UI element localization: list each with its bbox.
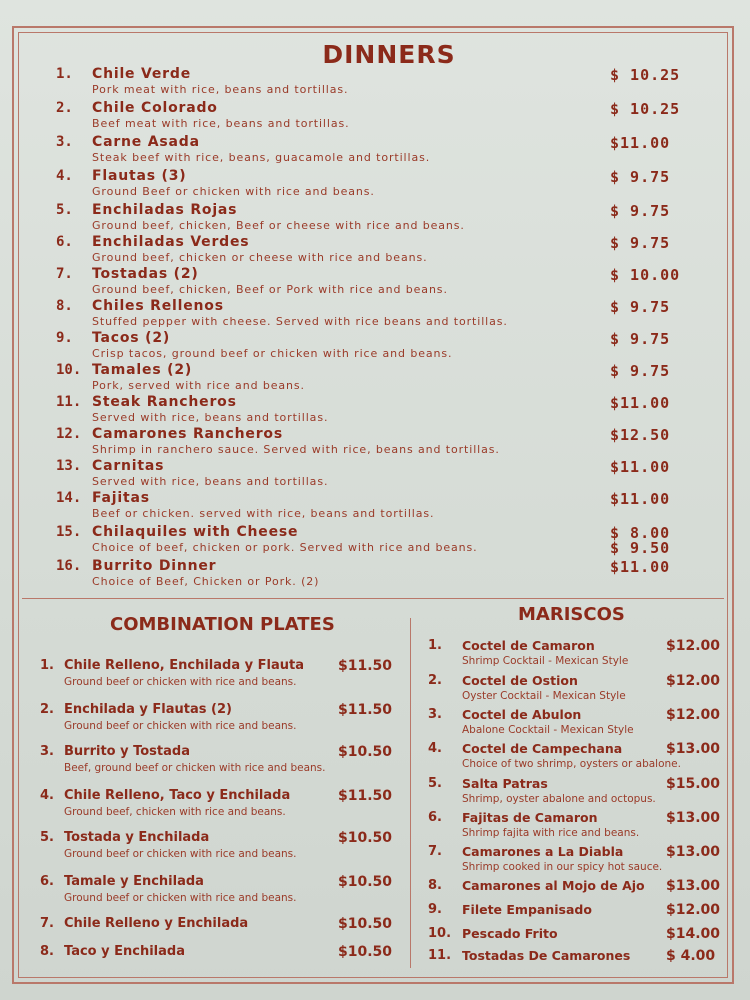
dinner-description: Served with rice, beans and tortillas. [92,411,329,424]
mariscos-price: $12.00 [666,673,721,689]
mariscos-title: MARISCOS [518,604,625,625]
mariscos-number: 8. [428,878,442,893]
combination-description: Beef, ground beef or chicken with rice and beans. [64,762,326,774]
mariscos-description: Shrimp fajita with rice and beans. [462,827,640,839]
dinner-name: Chile Verde [92,66,191,82]
dinner-number: 13. [56,458,82,474]
dinner-price: $ 9.75 [610,168,671,186]
dinner-number: 7. [56,266,73,282]
combination-number: 8. [40,944,54,959]
combination-number: 5. [40,830,54,845]
mariscos-name: Pescado Frito [462,926,558,941]
dinner-number: 2. [56,100,73,116]
mariscos-number: 6. [428,810,442,825]
combination-name: Chile Relleno, Taco y Enchilada [64,788,291,803]
dinner-price: $ 9.75 [610,202,671,220]
mariscos-description: Shrimp cooked in our spicy hot sauce. [462,861,663,873]
dinner-price-alt: $ 9.50 [610,539,671,557]
dinner-item [0,362,750,396]
dinner-description: Pork meat with rice, beans and tortillas. [92,83,349,96]
combination-number: 3. [40,744,54,759]
combination-name: Tostada y Enchilada [64,830,210,845]
dinner-price: $ 9.75 [610,330,671,348]
combination-description: Ground beef or chicken with rice and beans. [64,892,297,904]
mariscos-description: Choice of two shrimp, oysters or abalone. [462,758,681,770]
dinner-name: Camarones Rancheros [92,426,283,442]
dinner-price: $11.00 [610,490,671,508]
dinner-item [0,426,750,460]
combination-price: $10.50 [338,916,393,932]
combination-name: Tamale y Enchilada [64,874,204,889]
mariscos-price: $13.00 [666,741,721,757]
dinner-name: Burrito Dinner [92,558,217,574]
combination-number: 2. [40,702,54,717]
dinner-description: Served with rice, beans and tortillas. [92,475,329,488]
dinner-price: $11.00 [610,558,671,576]
dinner-number: 10. [56,362,82,378]
mariscos-number: 3. [428,707,442,722]
dinner-item [0,394,750,428]
combination-price: $10.50 [338,744,393,760]
dinner-number: 9. [56,330,73,346]
mariscos-item [410,844,750,878]
dinner-description: Shrimp in ranchero sauce. Served with rice, beans and tortillas. [92,443,500,456]
mariscos-number: 5. [428,776,442,791]
combination-item [0,830,410,870]
combination-item [0,874,410,914]
mariscos-item [410,948,750,982]
dinner-name: Chile Colorado [92,100,218,116]
mariscos-description: Oyster Cocktail - Mexican Style [462,690,626,702]
dinner-price: $ 9.75 [610,298,671,316]
dinner-description: Ground beef, chicken or cheese with rice and beans. [92,251,428,264]
dinner-item [0,168,750,202]
dinner-item [0,490,750,524]
mariscos-number: 11. [428,948,452,963]
dinner-description: Ground beef, chicken, Beef or cheese with rice and beans. [92,219,465,232]
dinner-price: $ 10.25 [610,100,681,118]
mariscos-name: Coctel de Ostion [462,673,578,688]
dinner-description: Ground beef, chicken, Beef or Pork with rice and beans. [92,283,448,296]
dinner-name: Carnitas [92,458,165,474]
combination-description: Ground beef or chicken with rice and beans. [64,720,297,732]
dinner-item [0,100,750,134]
mariscos-item [410,810,750,844]
dinner-price: $ 9.75 [610,234,671,252]
mariscos-number: 10. [428,926,452,941]
combination-description: Ground beef or chicken with rice and beans. [64,848,297,860]
dinner-name: Tamales (2) [92,362,193,378]
dinner-number: 15. [56,524,82,540]
dinner-item [0,266,750,300]
combination-price: $10.50 [338,944,393,960]
dinner-number: 12. [56,426,82,442]
combination-price: $10.50 [338,830,393,846]
combination-price: $11.50 [338,658,393,674]
combination-price: $11.50 [338,788,393,804]
dinner-price: $11.00 [610,394,671,412]
mariscos-price: $14.00 [666,926,721,942]
mariscos-price: $13.00 [666,810,721,826]
combination-plates-title: COMBINATION PLATES [110,614,335,635]
mariscos-number: 7. [428,844,442,859]
combination-number: 1. [40,658,54,673]
combination-name: Taco y Enchilada [64,944,185,959]
combination-name: Enchilada y Flautas (2) [64,702,232,717]
mariscos-item [410,673,750,707]
dinner-item [0,202,750,236]
combination-number: 4. [40,788,54,803]
mariscos-item [410,707,750,741]
mariscos-description: Abalone Cocktail - Mexican Style [462,724,634,736]
dinner-item [0,458,750,492]
dinner-price: $ 10.25 [610,66,681,84]
dinner-price: $ 9.75 [610,362,671,380]
dinner-name: Steak Rancheros [92,394,237,410]
mariscos-item [410,776,750,810]
mariscos-name: Coctel de Abulon [462,707,582,722]
mariscos-name: Tostadas De Camarones [462,948,631,963]
mariscos-price: $12.00 [666,902,721,918]
combination-item [0,744,410,784]
mariscos-price: $12.00 [666,638,721,654]
dinner-name: Tacos (2) [92,330,171,346]
dinner-description: Beef or chicken. served with rice, beans and tortillas. [92,507,435,520]
mariscos-description: Shrimp Cocktail - Mexican Style [462,655,629,667]
dinner-number: 4. [56,168,73,184]
combination-number: 6. [40,874,54,889]
dinner-description: Choice of beef, chicken or pork. Served with rice and beans. [92,541,478,554]
combination-number: 7. [40,916,54,931]
mariscos-item [410,638,750,672]
mariscos-name: Camarones a La Diabla [462,844,624,859]
combination-name: Burrito y Tostada [64,744,190,759]
dinner-price: $12.50 [610,426,671,444]
dinner-number: 11. [56,394,82,410]
dinner-price: $11.00 [610,458,671,476]
mariscos-description: Shrimp, oyster abalone and octopus. [462,793,656,805]
mariscos-price: $13.00 [666,844,721,860]
dinner-name: Chiles Rellenos [92,298,224,314]
dinner-price: $ 10.00 [610,266,681,284]
dinner-item [0,558,750,592]
dinner-number: 5. [56,202,73,218]
mariscos-number: 2. [428,673,442,688]
dinner-number: 16. [56,558,82,574]
dinner-item [0,234,750,268]
dinner-name: Chilaquiles with Cheese [92,524,299,540]
dinner-name: Enchiladas Rojas [92,202,238,218]
dinner-number: 1. [56,66,73,82]
dinner-item [0,524,750,558]
mariscos-item [410,741,750,775]
dinner-description: Steak beef with rice, beans, guacamole and tortillas. [92,151,431,164]
mariscos-name: Filete Empanisado [462,902,592,917]
dinner-name: Carne Asada [92,134,200,150]
dinner-number: 3. [56,134,73,150]
dinner-description: Stuffed pepper with cheese. Served with rice beans and tortillas. [92,315,508,328]
dinner-name: Flautas (3) [92,168,187,184]
mariscos-price: $15.00 [666,776,721,792]
dinner-description: Beef meat with rice, beans and tortillas. [92,117,350,130]
dinner-number: 14. [56,490,82,506]
dinner-price: $ 8.00 [610,524,671,542]
dinner-number: 8. [56,298,73,314]
dinner-item [0,330,750,364]
mariscos-name: Coctel de Camaron [462,638,595,653]
dinner-price: $11.00 [610,134,671,152]
mariscos-name: Coctel de Campechana [462,741,623,756]
dinner-number: 6. [56,234,73,250]
combination-item [0,658,410,698]
dinner-name: Enchiladas Verdes [92,234,250,250]
combination-price: $10.50 [338,874,393,890]
dinner-item [0,66,750,100]
mariscos-name: Salta Patras [462,776,548,791]
mariscos-number: 1. [428,638,442,653]
combination-item [0,788,410,828]
combination-price: $11.50 [338,702,393,718]
dinners-title: DINNERS [322,40,456,69]
mariscos-price: $13.00 [666,878,721,894]
combination-name: Chile Relleno, Enchilada y Flauta [64,658,304,673]
dinner-name: Fajitas [92,490,150,506]
dinner-description: Ground Beef or chicken with rice and beans. [92,185,375,198]
mariscos-price: $ 4.00 [666,948,716,964]
dinner-description: Pork, served with rice and beans. [92,379,305,392]
dinner-description: Crisp tacos, ground beef or chicken with rice and beans. [92,347,453,360]
dinner-item [0,298,750,332]
mariscos-name: Camarones al Mojo de Ajo [462,878,645,893]
dinner-description: Choice of Beef, Chicken or Pork. (2) [92,575,320,588]
combination-description: Ground beef or chicken with rice and beans. [64,676,297,688]
combination-description: Ground beef, chicken with rice and beans. [64,806,286,818]
mariscos-price: $12.00 [666,707,721,723]
combination-item [0,702,410,742]
section-divider-horizontal [22,598,724,599]
dinner-name: Tostadas (2) [92,266,199,282]
mariscos-number: 9. [428,902,442,917]
combination-name: Chile Relleno y Enchilada [64,916,249,931]
combination-item [0,944,410,984]
mariscos-name: Fajitas de Camaron [462,810,598,825]
dinner-item [0,134,750,168]
mariscos-number: 4. [428,741,442,756]
